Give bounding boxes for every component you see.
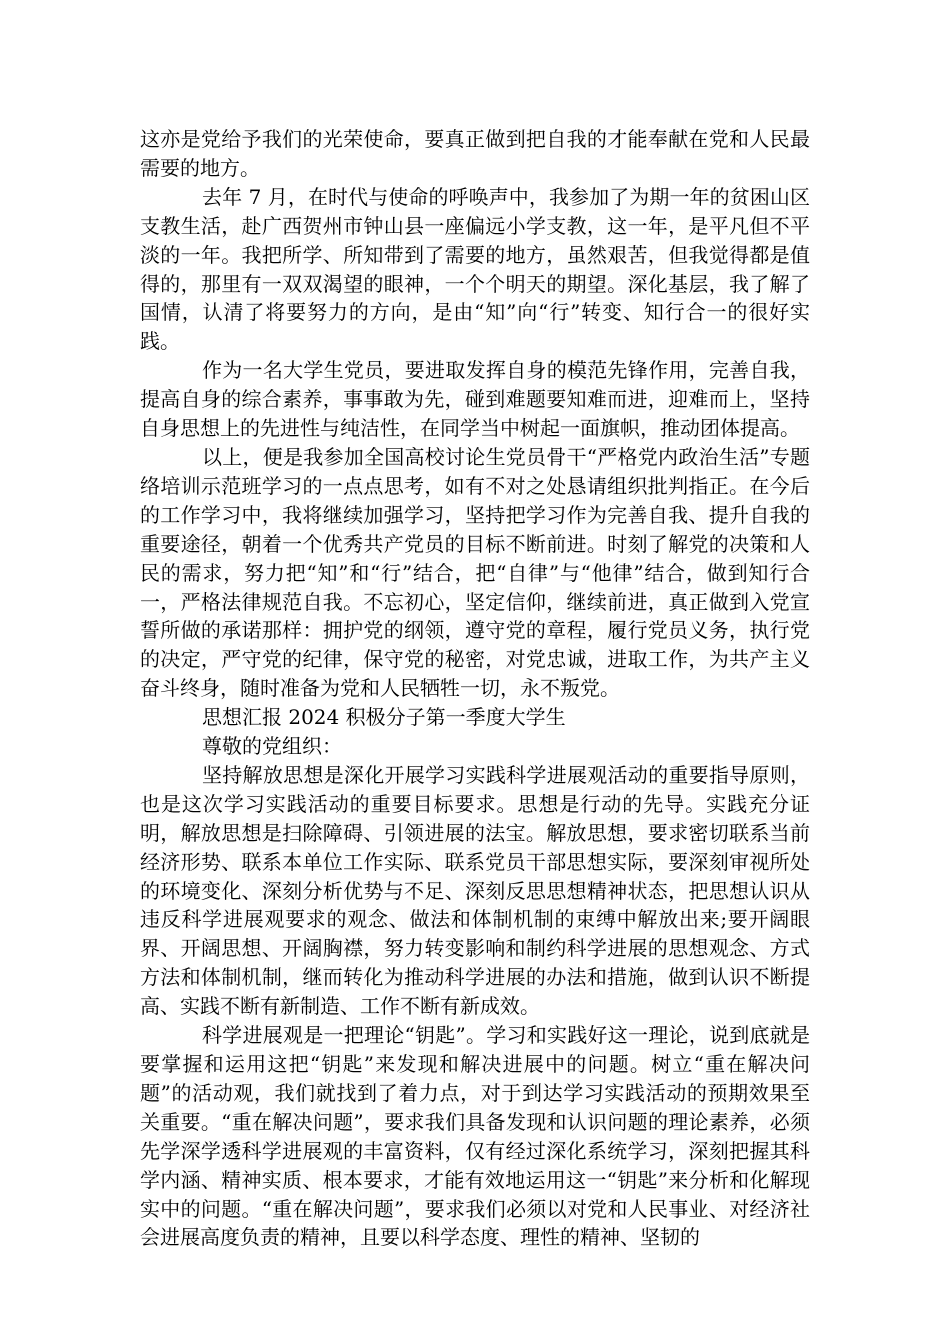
salutation: 尊敬的党组织： (202, 734, 342, 759)
paragraph-2: 去年 7 月，在时代与使命的呼唤声中，我参加了为期一年的贫困山区支教生活，赴广西贺州市钟山县一座偏远小学支教，这一年，是平凡但不平淡的一年。我把所学、所知带到了需要的地方，虽然艰苦，但我觉得都是值得的，那里有一双双渴望的眼神，一个个明天的期望。深化基层，我了解了国情，认清了将要努力的方向，是由“知”向“行”转变、知行合一的很好实践。 (140, 184, 810, 354)
document-page (140, 125, 810, 1252)
paragraph-1: 这亦是党给予我们的光荣使命，要真正做到把自我的才能奉献在党和人民最需要的地方。 (140, 127, 810, 180)
paragraph-5: 坚持解放思想是深化开展学习实践科学进展观活动的重要指导原则，也是这次学习实践活动的重要目标要求。思想是行动的先导。实践充分证明，解放思想是扫除障碍、引领进展的法宝。解放思想，要求密切联系当前经济形势、联系本单位工作实际、联系党员干部思想实际，要深刻审视所处的环境变化、深刻分析优势与不足、深刻反思思想精神状态，把思想认识从违反科学进展观要求的观念、做法和体制机制的束缚中解放出来;要开阔眼界、开阔思想、开阔胸襟，努力转变影响和制约科学进展的思想观念、方式方法和体制机制，继而转化为推动科学进展的办法和措施，做到认识不断提高、实践不断有新制造、工作不断有新成效。 (140, 762, 810, 1019)
paragraph-4: 以上，便是我参加全国高校讨论生党员骨干“严格党内政治生活”专题络培训示范班学习的一点点思考，如有不对之处恳请组织批判指正。在今后的工作学习中，我将继续加强学习，坚持把学习作为完善自我、提升自我的重要途径，朝着一个优秀共产党员的目标不断前进。时刻了解党的决策和人民的需求，努力把“知”和“行”结合，把“自律”与“他律”结合，做到知行合一，严格法律规范自我。不忘初心，坚定信仰，继续前进，真正做到入党宣誓所做的承诺那样：拥护党的纲领，遵守党的章程，履行党员义务，执行党的决定，严守党的纪律，保守党的秘密，对党忠诚，进取工作，为共产主义奋斗终身，随时准备为党和人民牺牲一切，永不叛党。 (140, 444, 810, 701)
paragraph-3: 作为一名大学生党员，要进取发挥自身的模范先锋作用，完善自我，提高自身的综合素养，事事敢为先，碰到难题要知难而进，迎难而上，坚持自身思想上的先进性与纯洁性，在同学当中树起一面旗帜，推动团体提高。 (140, 358, 810, 441)
paragraph-6: 科学进展观是一把理论“钥匙”。学习和实践好这一理论，说到底就是要掌握和运用这把“钥匙”来发现和解决进展中的问题。树立“重在解决问题”的活动观，我们就找到了着力点，对于到达学习实践活动的预期效果至关重要。“重在解决问题”，要求我们具备发现和认识问题的理论素养，必须先学深学透科学进展观的丰富资料，仅有经过深化系统学习，深刻把握其科学内涵、精神实质、根本要求，才能有效地运用这一“钥匙”来分析和化解现实中的问题。“重在解决问题”，要求我们必须以对党和人民事业、对经济社会进展高度负责的精神，且要以科学态度、理性的精神、坚韧的 (140, 1023, 810, 1250)
report-title: 思想汇报 2024 积极分子第一季度大学生 (202, 705, 566, 730)
